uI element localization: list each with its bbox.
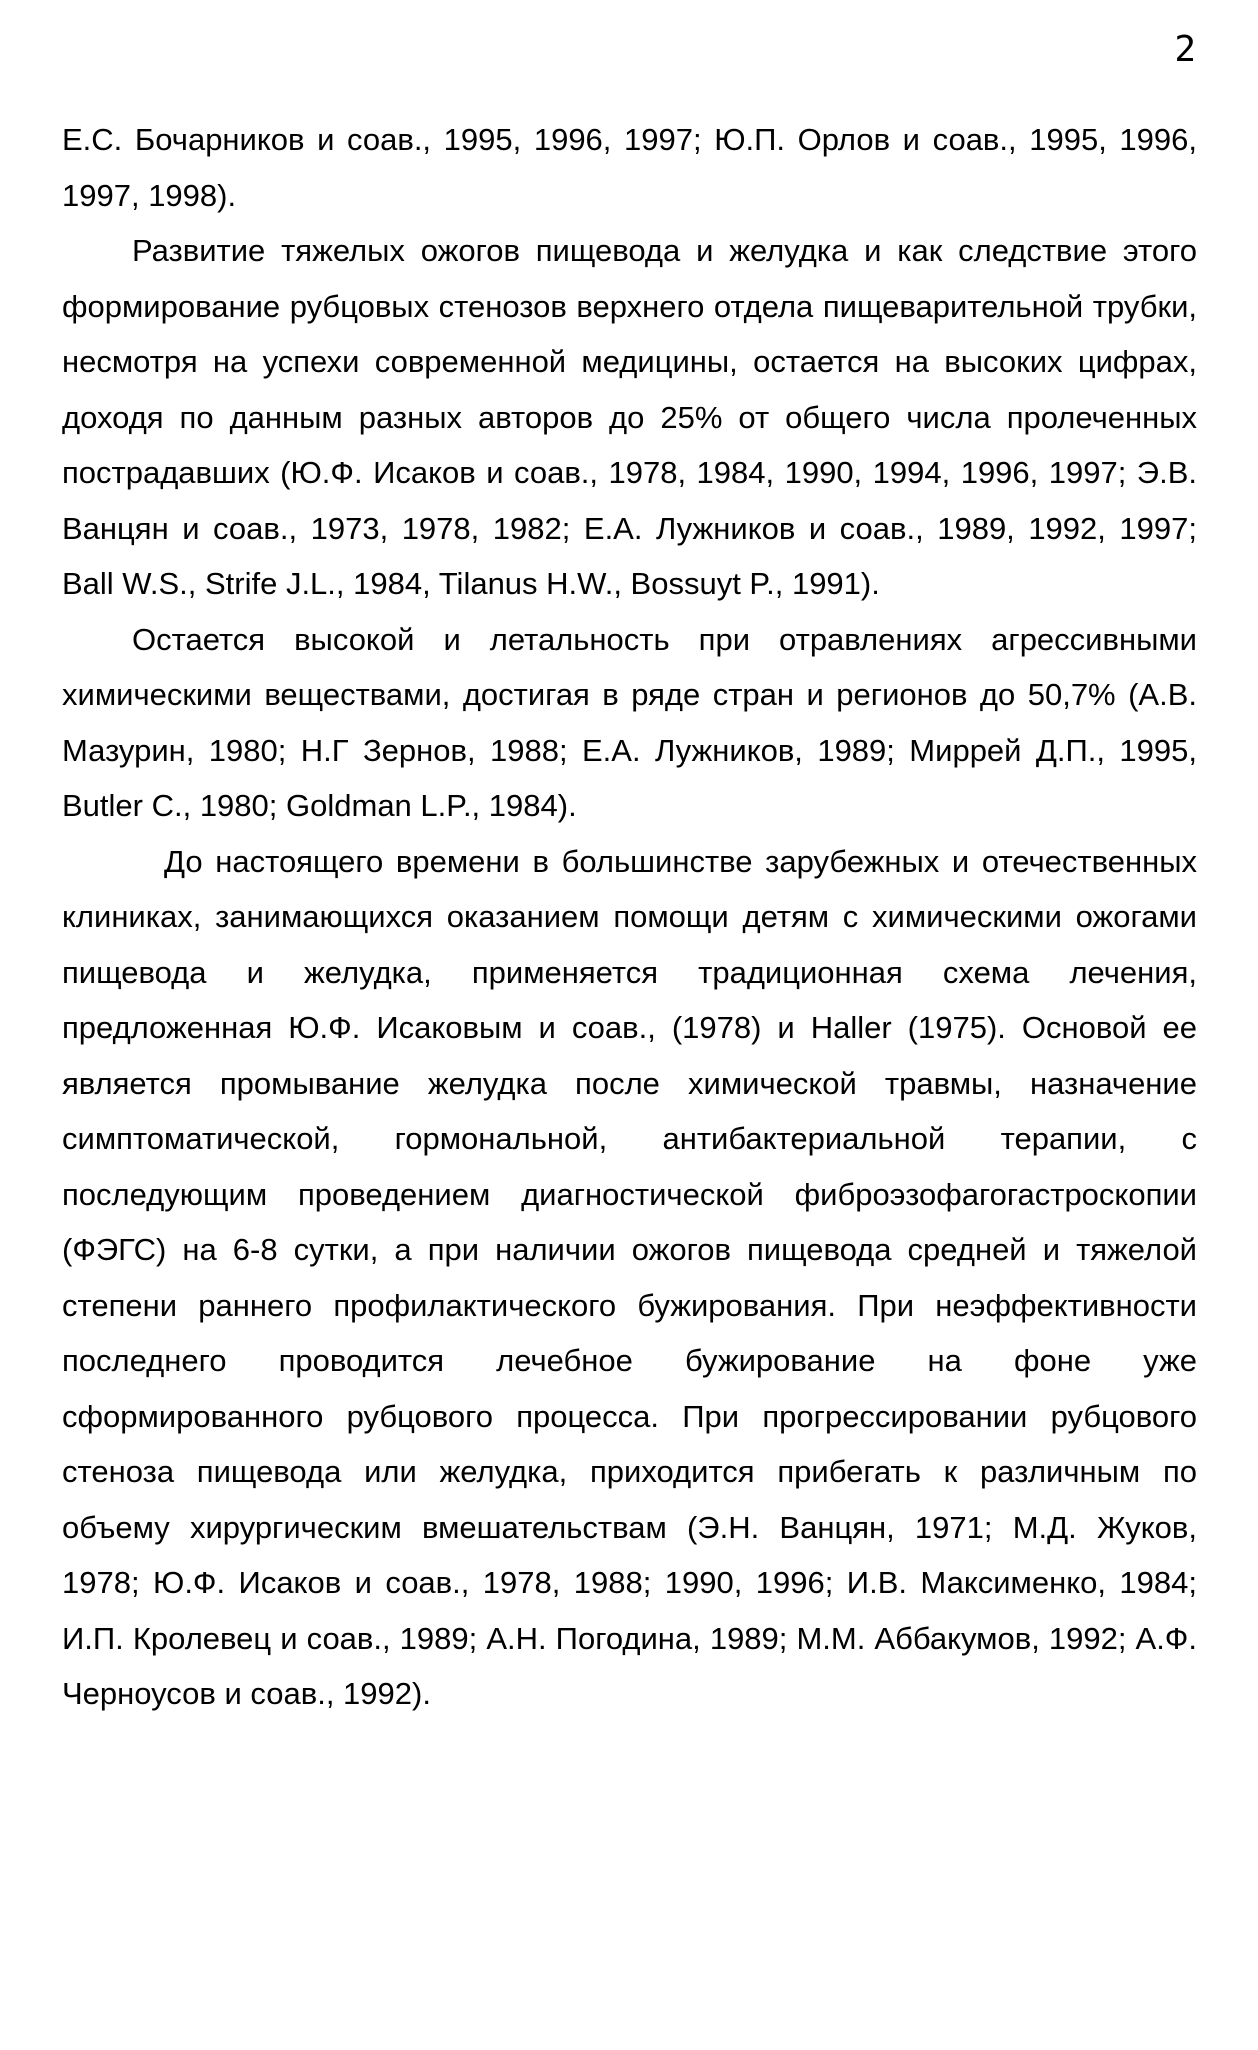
paragraph-burn-statistics: Развитие тяжелых ожогов пищевода и желудка и как следствие этого формирование рубцовых стенозов верхнего отдела пищеварительной трубки, несмотря на успехи современной медицины, остается на высоких цифрах, доходя по данным разных авторов до 25% от общего числа пролеченных пострадавших (Ю.Ф. Исаков и соав., 1978, 1984, 1990, 1994, 1996, 1997; Э.В. Ванцян и соав., 1973, 1978, 1982; Е.А. Лужников и соав., 1989, 1992, 1997; Ball W.S., Strife J.L., 1984, Tilanus H.W., Bossuyt P., 1991). <box>62 233 1197 601</box>
paragraph-treatment-scheme: До настоящего времени в большинстве зарубежных и отечественных клиниках, занимающихся оказанием помощи детям с химическими ожогами пищевода и желудка, применяется традиционная схема лечения, предложенная Ю.Ф. Исаковым и соав., (1978) и Haller (1975). Основой ее является промывание желудка после химической травмы, назначение симптоматической, гормональной, антибактериальной терапии, с последующим проведением диагностической фиброэзофагогастроскопии (ФЭГС) на 6-8 сутки, а при наличии ожогов пищевода средней и тяжелой степени раннего профилактического бужирования. При неэффективности последнего проводится лечебное бужирование на фоне уже сформированного рубцового процесса. При прогрессировании рубцового стеноза пищевода или желудка, приходится прибегать к различным по объему хирургическим вмешательствам (Э.Н. Ванцян, 1971; М.Д. Жуков, 1978; Ю.Ф. Исаков и соав., 1978, 1988; 1990, 1996; И.В. Максименко, 1984; И.П. Кролевец и соав., 1989; А.Н. Погодина, 1989; М.М. Аббакумов, 1992; А.Ф. Черноусов и соав., 1992). <box>62 843 1197 1711</box>
document-body <box>62 112 1197 1722</box>
paragraph-mortality: Остается высокой и летальность при отравлениях агрессивными химическими веществами, достигая в ряде стран и регионов до 50,7% (А.В. Мазурин, 1980; Н.Г Зернов, 1988; Е.А. Лужников, 1989; Миррей Д.П., 1995, Butler C., 1980; Goldman L.P., 1984). <box>62 621 1197 823</box>
paragraph-continuation: Е.С. Бочарников и соав., 1995, 1996, 1997; Ю.П. Орлов и соав., 1995, 1996, 1997, 1998). <box>62 122 1197 213</box>
page-number: 2 <box>1174 29 1196 70</box>
